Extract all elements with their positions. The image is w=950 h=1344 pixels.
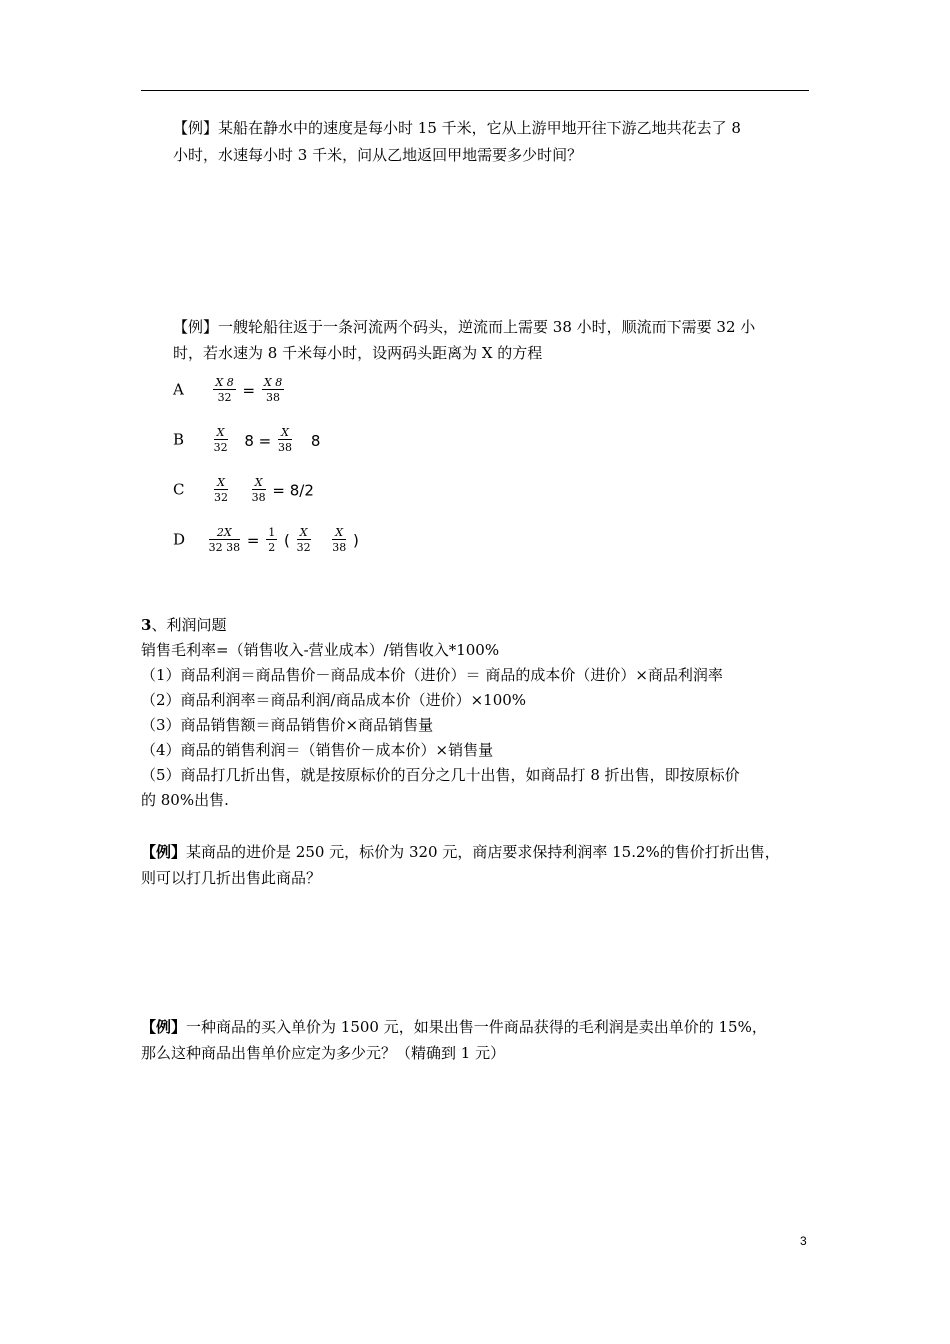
page-number: 3 [800, 1234, 807, 1248]
fraction [213, 376, 235, 405]
open-paren: ( [284, 531, 290, 550]
numerator: X [214, 476, 228, 490]
fraction [262, 376, 284, 405]
fraction [297, 526, 311, 555]
fraction [209, 526, 241, 555]
example-3-line-1 [141, 840, 780, 865]
formula-2: （2）商品利润率＝商品利润/商品成本价（进价）×100% [141, 691, 527, 709]
example-prefix: 【例】 [141, 1018, 187, 1036]
numerator: X 8 [263, 376, 283, 389]
formula-3: （3）商品销售额＝商品销售价×商品销售量 [141, 716, 434, 734]
denominator: 38 [332, 541, 347, 554]
option-a [173, 376, 286, 405]
numerator: X [297, 526, 311, 540]
section-heading [141, 613, 226, 638]
formula-1: （1）商品利润＝商品售价－商品成本价（进价）＝ 商品的成本价（进价）×商品利润率 [141, 666, 723, 684]
option-label: D [173, 530, 186, 549]
numerator: X [278, 426, 292, 440]
example-text: 某商品的进价是 250 元，标价为 320 元，商店要求保持利润率 15.2%的售价打折出售， [186, 843, 780, 861]
option-b [173, 426, 320, 455]
option-d [173, 526, 359, 555]
equals-sign: = [242, 381, 256, 400]
denominator: 38 [278, 441, 293, 454]
denominator: 38 [251, 491, 266, 504]
option-label: C [173, 480, 185, 499]
equals-sign: = [246, 531, 260, 550]
fraction-half [266, 526, 277, 555]
option-c [173, 476, 314, 505]
formula-5-line-1: （5）商品打几折出售，就是按原标价的百分之几十出售，如商品打 8 折出售，即按原标价 [141, 766, 740, 784]
section-number: 3 [141, 616, 152, 634]
formula-5-line-2: 的 80%出售. [141, 791, 229, 809]
numerator: X [332, 526, 346, 540]
fraction [332, 526, 346, 555]
example-2-line-1: 【例】一艘轮船往返于一条河流两个码头，逆流而上需要 38 小时，顺流而下需要 32 小 [173, 318, 756, 336]
example-2-line-2: 时，若水速为 8 千米每小时，设两码头距离为 X 的方程 [173, 344, 543, 362]
example-text: 一种商品的买入单价为 1500 元，如果出售一件商品获得的毛利润是卖出单价的 15%， [186, 1018, 767, 1036]
example-3-line-2: 则可以打几折出售此商品？ [141, 869, 322, 887]
formula-gross-margin: 销售毛利率=（销售收入-营业成本）/销售收入*100% [141, 641, 500, 659]
fraction [214, 476, 228, 505]
example-4-line-2: 那么这种商品出售单价应定为多少元？（精确到 1 元） [141, 1044, 506, 1062]
example-1-line-1: 【例】某船在静水中的速度是每小时 15 千米，它从上游甲地开往下游乙地共花去了 8 [173, 119, 741, 137]
section-title: 、利润问题 [151, 616, 227, 634]
tail-term: 8 [310, 431, 321, 450]
numerator: 2X [209, 526, 241, 540]
denominator: 32 [296, 541, 311, 554]
tail-term: = 8/2 [272, 481, 314, 500]
example-1-line-2: 小时，水速每小时 3 千米，问从乙地返回甲地需要多少时间？ [173, 146, 583, 164]
numerator: X 8 [215, 376, 234, 389]
numerator: 1 [268, 526, 276, 539]
fraction [278, 426, 292, 455]
denominator: 32 [217, 391, 232, 404]
header-rule [141, 90, 809, 91]
denominator: 32 38 [208, 541, 241, 554]
denominator: 32 [214, 491, 229, 504]
fraction [252, 476, 266, 505]
example-prefix: 【例】 [141, 843, 187, 861]
fraction [214, 426, 228, 455]
example-4-line-1 [141, 1015, 767, 1040]
option-label: B [173, 430, 185, 449]
close-paren: ) [353, 531, 359, 550]
denominator: 32 [213, 441, 228, 454]
denominator: 38 [266, 391, 281, 404]
numerator: X [214, 426, 228, 440]
formula-4: （4）商品的销售利润＝（销售价－成本价）×销售量 [141, 741, 494, 759]
middle-term: 8 = [244, 431, 272, 450]
denominator: 2 [268, 541, 276, 554]
numerator: X [252, 476, 266, 490]
option-label: A [173, 380, 184, 399]
